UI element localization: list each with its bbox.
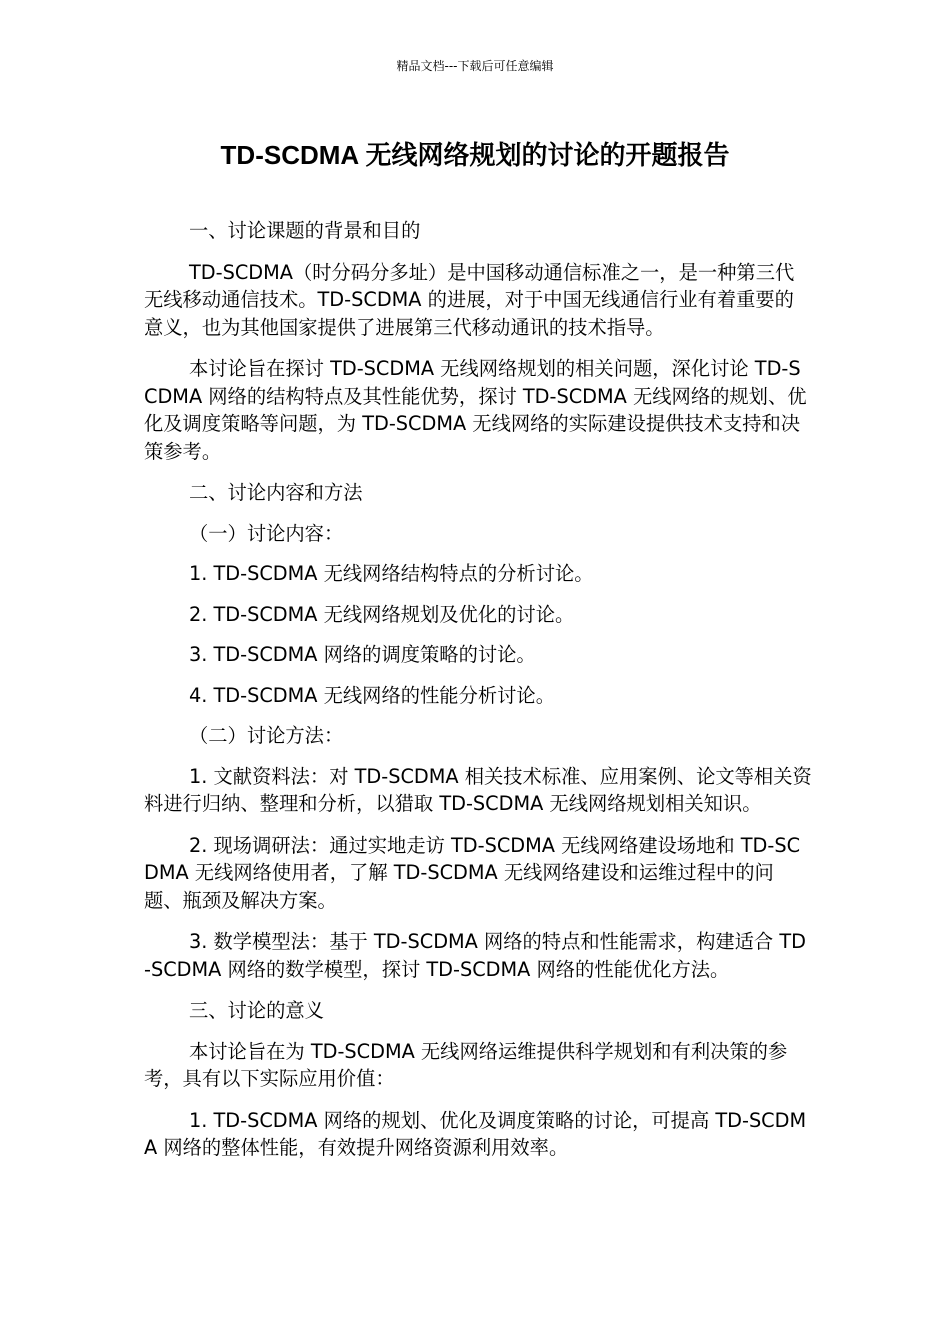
list-item: 1. TD-SCDMA 无线网络结构特点的分析讨论。: [189, 562, 594, 585]
header-note: 精品文档---下载后可任意编辑: [396, 59, 554, 73]
method-item: 2. 现场调研法：通过实地走访 TD-SCDMA 无线网络建设场地和 TD-SCDMA 无线网络使用者，了解 TD-SCDMA 无线网络建设和运维过程中的问题、瓶颈及解决方案。: [144, 833, 801, 912]
paragraph-intro: TD-SCDMA（时分码分多址）是中国移动通信标准之一，是一种第三代无线移动通信技术。TD-SCDMA 的进展，对于中国无线通信行业有着重要的意义，也为其他国家提供了进展第三代移动通讯的技术指导。: [144, 260, 795, 339]
section-heading-content-methods: 二、讨论内容和方法: [189, 481, 363, 504]
section-heading-significance: 三、讨论的意义: [189, 999, 324, 1022]
subheading-content: （一）讨论内容：: [189, 521, 344, 545]
list-item: 4. TD-SCDMA 无线网络的性能分析讨论。: [189, 683, 555, 707]
section-heading-background: 一、讨论课题的背景和目的: [189, 219, 421, 242]
list-item: 3. TD-SCDMA 网络的调度策略的讨论。: [189, 643, 536, 666]
paragraph-significance: 本讨论旨在为 TD-SCDMA 无线网络运维提供科学规划和有利决策的参考，具有以下实际应用价值：: [144, 1039, 788, 1090]
method-item: 3. 数学模型法：基于 TD-SCDMA 网络的特点和性能需求，构建适合 TD-SCDMA 网络的数学模型，探讨 TD-SCDMA 网络的性能优化方法。: [144, 930, 806, 981]
document-body: [144, 217, 812, 1176]
method-item: 1. 文献资料法：对 TD-SCDMA 相关技术标准、应用案例、论文等相关资料进行归纳、整理和分析，以猎取 TD-SCDMA 无线网络规划相关知识。: [144, 764, 812, 815]
paragraph-purpose: 本讨论旨在探讨 TD-SCDMA 无线网络规划的相关问题，深化讨论 TD-SCDMA 网络的结构特点及其性能优势，探讨 TD-SCDMA 无线网络的规划、优化及调度策略等问题，为 TD-SCDMA 无线网络的实际建设提供技术支持和决策参考。: [144, 357, 807, 463]
subheading-methods: （二）讨论方法：: [189, 724, 344, 747]
list-item: 2. TD-SCDMA 无线网络规划及优化的讨论。: [189, 602, 575, 626]
significance-item: 1. TD-SCDMA 网络的规划、优化及调度策略的讨论，可提高 TD-SCDMA 网络的整体性能，有效提升网络资源利用效率。: [144, 1108, 807, 1159]
document-title: TD-SCDMA 无线网络规划的讨论的开题报告: [220, 140, 730, 170]
